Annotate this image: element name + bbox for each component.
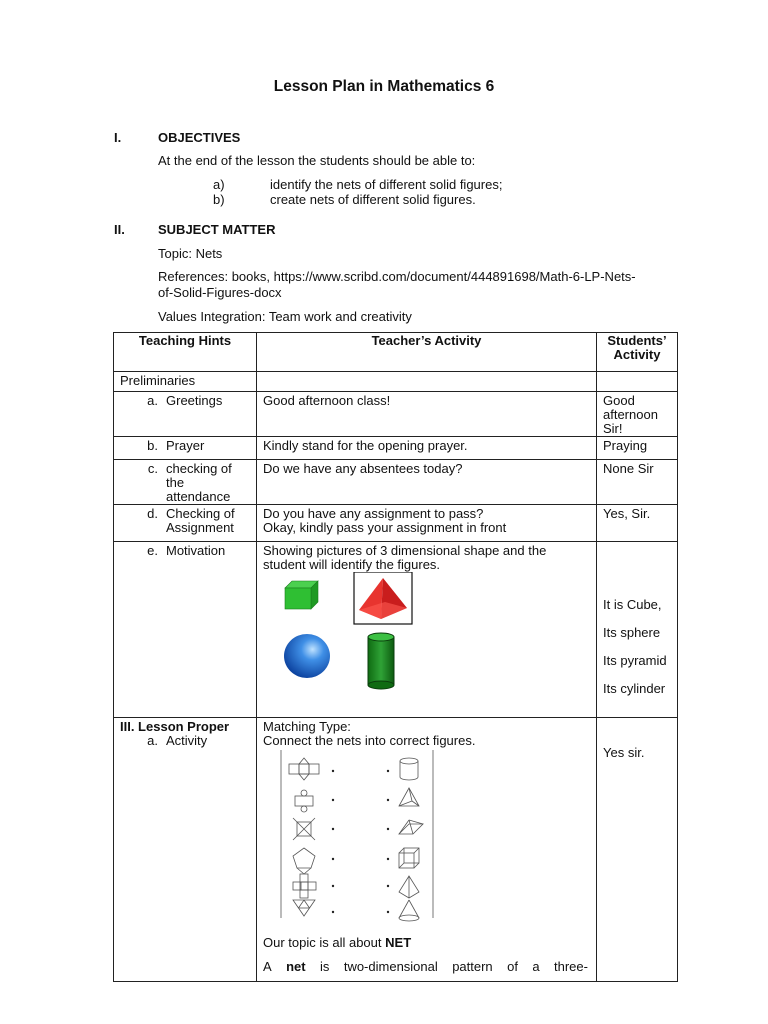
table-row (114, 460, 678, 505)
answer-line: Its sphere (603, 625, 661, 640)
hint-mark: c. (147, 461, 158, 476)
student-activity: None Sir (597, 460, 678, 505)
header-students-activity (597, 333, 678, 372)
hint-text: Greetings (166, 393, 223, 408)
hint-text: Prayer (166, 438, 205, 453)
net-icon (293, 900, 315, 916)
teacher-activity (257, 718, 597, 982)
header-teaching-hints: Teaching Hints (114, 333, 257, 372)
definition-word: three- (554, 959, 588, 974)
table-row (114, 542, 678, 718)
topic-line: Topic: Nets (158, 246, 223, 261)
hint-text: Checking of (166, 506, 235, 521)
student-line: Yes sir. (603, 745, 645, 760)
teacher-activity: Kindly stand for the opening prayer. (257, 437, 597, 460)
solid-icon (399, 876, 419, 898)
objective-text-b: create nets of different solid figures. (270, 192, 476, 207)
net-icon (293, 874, 316, 898)
teacher-line: student will identify the figures. (263, 557, 441, 572)
references-line-2: of-Solid-Figures-docx (158, 285, 282, 300)
objectives-intro: At the end of the lesson the students should be able to: (158, 153, 476, 168)
topic-prefix: Our topic is all about (263, 935, 382, 950)
topic-statement (263, 936, 590, 950)
header-students-line-1: Students’ (607, 333, 667, 348)
net-icon (293, 848, 315, 874)
objective-mark-a: a) (213, 177, 225, 192)
shape-pictures (263, 572, 590, 712)
hint-mark: a. (147, 393, 158, 408)
hint-text: Activity (166, 733, 208, 748)
cylinder-icon (368, 633, 394, 689)
student-activity (597, 542, 678, 718)
student-activity: Yes, Sir. (597, 505, 678, 542)
objective-mark-b: b) (213, 192, 225, 207)
student-activity (597, 392, 678, 437)
teacher-line: Okay, kindly pass your assignment in front (263, 520, 507, 535)
net-definition (263, 960, 590, 974)
header-students-line-2: Activity (613, 347, 661, 362)
teacher-activity (257, 542, 597, 718)
student-line: afternoon (603, 407, 658, 422)
teacher-line: Matching Type: (263, 719, 351, 734)
teacher-activity (257, 505, 597, 542)
topic-keyword: NET (385, 935, 412, 950)
teacher-line: Do you have any assignment to pass? (263, 506, 484, 521)
solid-shapes-illustration (263, 572, 593, 712)
answer-line: Its cylinder (603, 681, 666, 696)
hint-text: Motivation (166, 543, 226, 558)
matching-nets-figure (263, 748, 590, 928)
hint-mark: e. (147, 543, 158, 558)
teacher-activity: Do we have any absentees today? (257, 460, 597, 505)
solid-icon (400, 758, 418, 780)
solid-icon (399, 788, 419, 806)
sphere-icon (284, 634, 330, 678)
net-icon (295, 790, 313, 812)
section-title-subject: SUBJECT MATTER (158, 222, 276, 237)
preliminaries-label: Preliminaries (114, 372, 257, 392)
hint-text: checking of (166, 461, 232, 476)
solid-icon (399, 848, 419, 868)
definition-word: of (507, 959, 518, 974)
references-line-1: References: books, https://www.scribd.com/document/444891698/Math-6-LP-Nets- (158, 269, 636, 284)
student-activity: Praying (597, 437, 678, 460)
definition-word: is (320, 959, 330, 974)
values-line: Values Integration: Team work and creativity (158, 309, 412, 324)
definition-word: pattern (452, 959, 493, 974)
table-row (114, 505, 678, 542)
table-row (114, 372, 678, 392)
definition-word: a (532, 959, 540, 974)
student-activity (597, 718, 678, 982)
table-row (114, 392, 678, 437)
definition-word: net (286, 959, 306, 974)
cube-icon (285, 581, 318, 609)
definition-word: A (263, 959, 272, 974)
hint-mark: b. (147, 438, 158, 453)
section-number-subject: II. (114, 222, 125, 237)
net-icon (289, 758, 319, 780)
solid-icon (399, 900, 419, 921)
hint-text: Assignment (166, 520, 234, 535)
answer-line: Its pyramid (603, 653, 667, 668)
hint-mark: d. (147, 506, 158, 521)
document-title: Lesson Plan in Mathematics 6 (273, 78, 495, 95)
hint-text: attendance (166, 489, 231, 504)
lesson-proper-title: III. Lesson Proper (120, 719, 230, 734)
lesson-table (113, 332, 678, 982)
teacher-line: Connect the nets into correct figures. (263, 733, 476, 748)
nets-matching-illustration (263, 748, 593, 928)
definition-word: two-dimensional (343, 959, 438, 974)
hint-text: the (166, 475, 185, 490)
pyramid-icon (354, 572, 412, 624)
hint-mark: a. (147, 733, 158, 748)
teacher-activity: Good afternoon class! (257, 392, 597, 437)
section-number-objectives: I. (114, 130, 122, 145)
answer-line: It is Cube, (603, 597, 662, 612)
net-icon (293, 818, 315, 840)
table-row (114, 437, 678, 460)
teacher-line: Showing pictures of 3 dimensional shape and the (263, 543, 547, 558)
header-teachers-activity: Teacher’s Activity (257, 333, 597, 372)
matching-dots (332, 770, 389, 913)
table-header-row (114, 333, 678, 372)
objective-text-a: identify the nets of different solid figures; (270, 177, 503, 192)
solid-icon (399, 820, 423, 834)
student-line: Sir! (603, 421, 623, 436)
table-row (114, 718, 678, 982)
section-title-objectives: OBJECTIVES (158, 130, 241, 145)
student-line: Good (603, 393, 635, 408)
